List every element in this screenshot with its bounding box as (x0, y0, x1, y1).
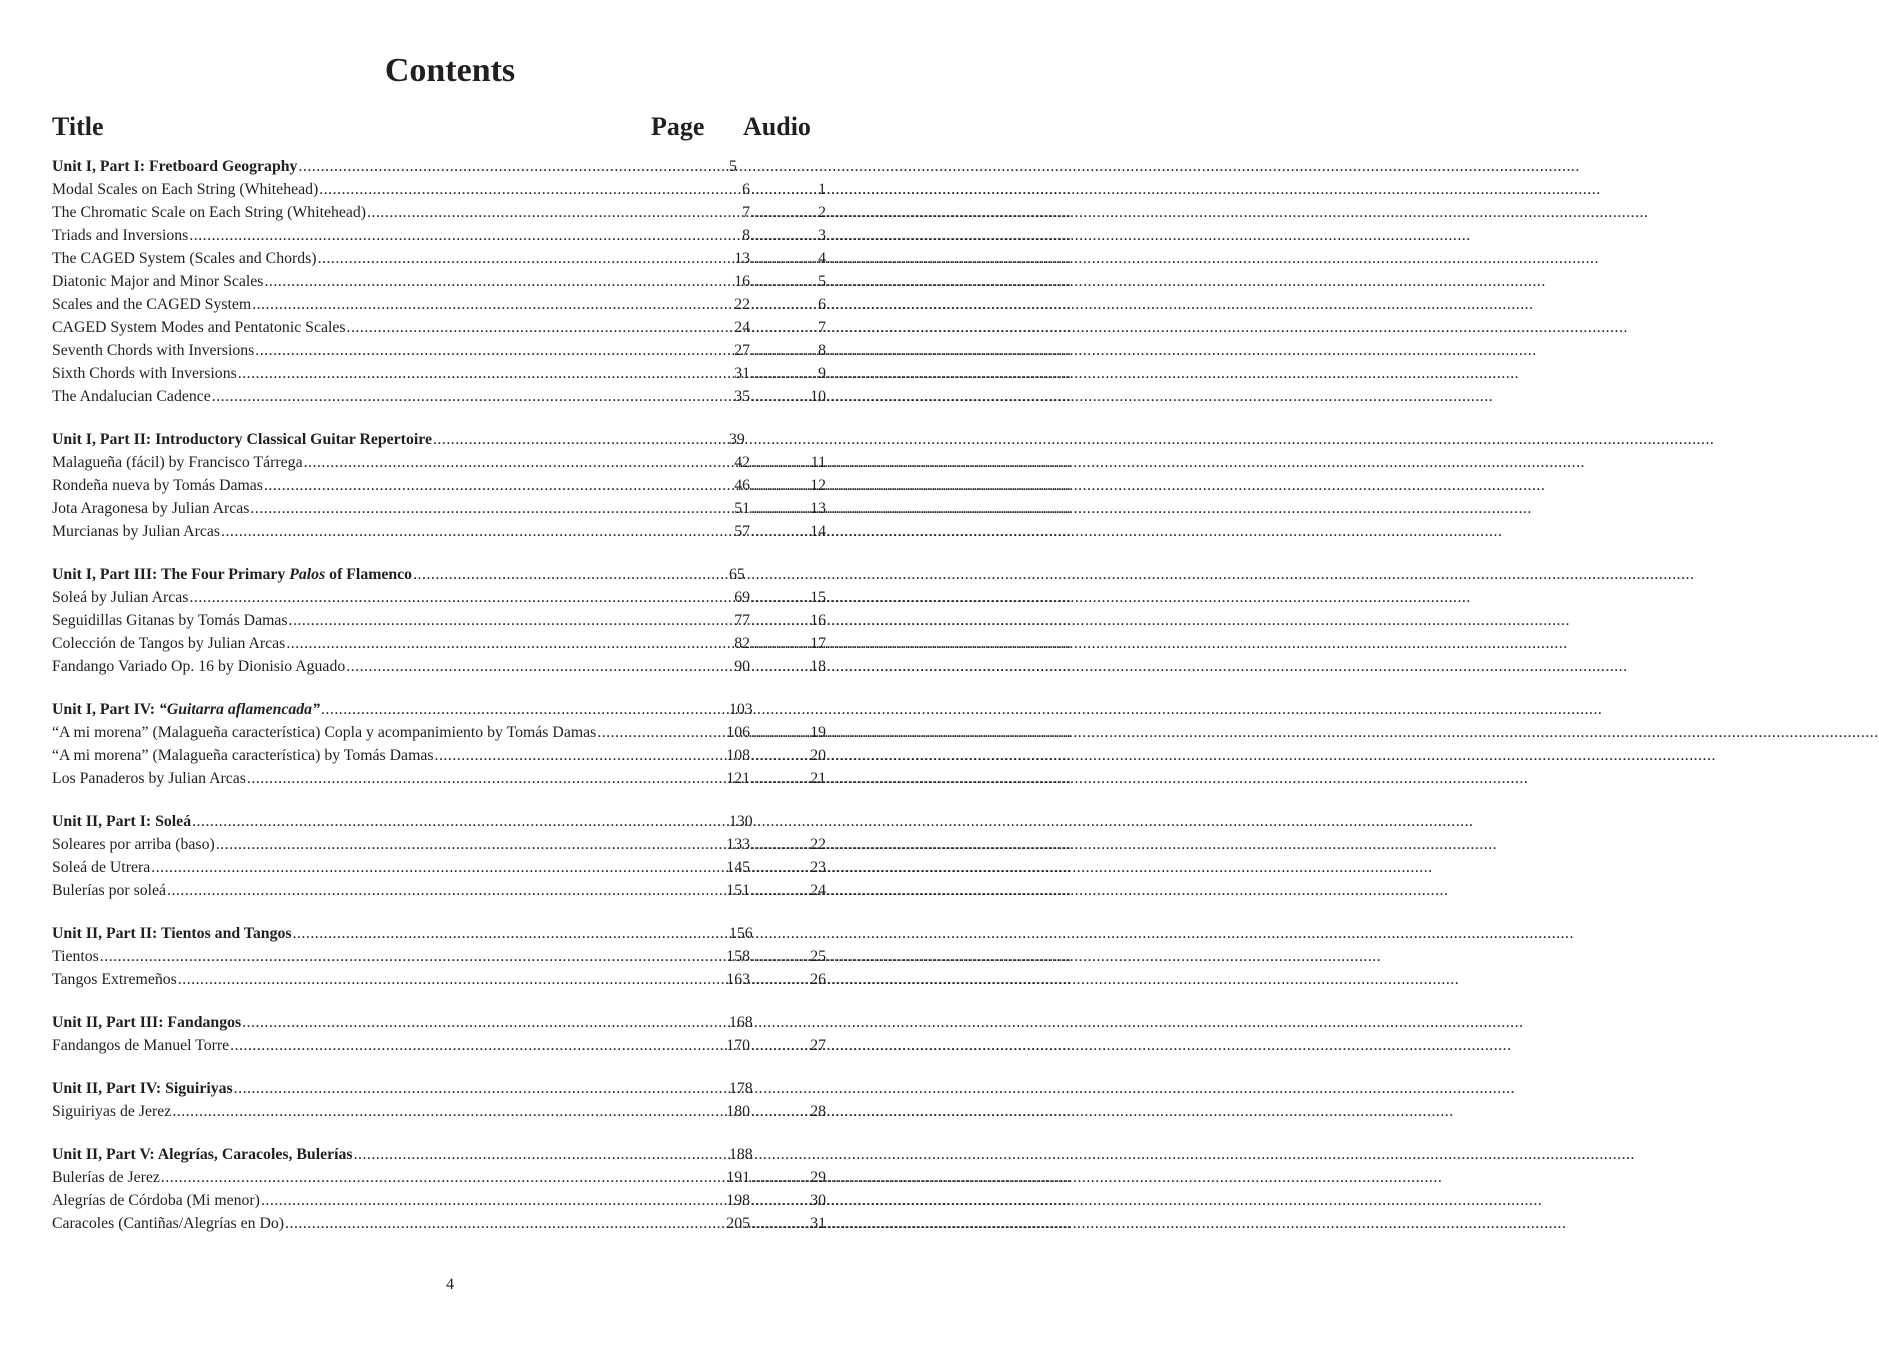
toc-entry (52, 293, 826, 316)
section-title-part: “Guitarra aflamencada” (158, 701, 320, 718)
dot-leader (289, 609, 734, 632)
entry-page-number: 205 (726, 1215, 750, 1232)
dot-leader (751, 767, 809, 790)
dot-leader (192, 810, 728, 833)
dot-leader (189, 586, 733, 609)
entry-audio-track: 17 (810, 635, 826, 652)
dot-leader (751, 945, 809, 968)
dot-leader (221, 520, 733, 543)
section-page-number: 130 (729, 813, 753, 830)
section-page-number: 39 (729, 431, 745, 448)
dot-leader (751, 1212, 809, 1235)
dot-leader (751, 497, 809, 520)
section-heading-row (52, 922, 826, 945)
page-column-header: Page (651, 112, 705, 141)
entry-title: Siguiriyas de Jerez (52, 1103, 172, 1120)
section-heading-row (52, 810, 826, 833)
toc-entry (52, 247, 826, 270)
table-of-contents (52, 155, 826, 1255)
entry-page-number: 51 (734, 500, 750, 517)
dot-leader (751, 721, 809, 744)
dot-leader (230, 1034, 725, 1057)
toc-entry (52, 945, 826, 968)
toc-entry (52, 474, 826, 497)
section-heading-row (52, 563, 826, 586)
toc-entry (52, 721, 826, 744)
entry-page-number: 191 (726, 1169, 750, 1186)
dot-leader (751, 316, 809, 339)
audio-column-header: Audio (743, 112, 811, 141)
toc-section (52, 1077, 826, 1123)
entry-audio-track: 2 (818, 204, 826, 221)
section-title-part: Palos (289, 566, 326, 583)
toc-entry (52, 1189, 826, 1212)
toc-section (52, 428, 826, 543)
entry-audio-track: 30 (810, 1192, 826, 1209)
entry-audio-track: 4 (818, 250, 826, 267)
dot-leader (751, 1189, 809, 1212)
entry-page-number: 35 (734, 388, 750, 405)
section-title (52, 428, 432, 451)
toc-entry (52, 1034, 826, 1057)
dot-leader (751, 879, 809, 902)
entry-title: Tientos (52, 948, 99, 965)
dot-leader (751, 201, 809, 224)
entry-title: Soleá de Utrera (52, 859, 151, 876)
entry-title: “A mi morena” (Malagueña característica) Copla y acompanimiento by Tomás Damas (52, 724, 597, 741)
entry-audio-track: 13 (810, 500, 826, 517)
section-page-number: 5 (729, 158, 737, 175)
entry-title: Alegrías de Córdoba (Mi menor) (52, 1192, 260, 1209)
entry-title: Diatonic Major and Minor Scales (52, 273, 264, 290)
entry-audio-track: 27 (810, 1037, 826, 1054)
entry-audio-track: 1 (818, 181, 826, 198)
dot-leader (321, 698, 728, 721)
section-title (52, 563, 412, 586)
dot-leader (252, 293, 733, 316)
toc-entry (52, 497, 826, 520)
dot-leader (751, 293, 809, 316)
dot-leader (285, 1212, 725, 1235)
entry-page-number: 46 (734, 477, 750, 494)
entry-audio-track: 25 (810, 948, 826, 965)
dot-leader (100, 945, 725, 968)
dot-leader (298, 155, 728, 178)
dot-leader (354, 1143, 728, 1166)
dot-leader (261, 1189, 725, 1212)
entry-audio-track: 15 (810, 589, 826, 606)
dot-leader (247, 767, 725, 790)
entry-audio-track: 28 (810, 1103, 826, 1120)
dot-leader (751, 247, 809, 270)
toc-entry (52, 385, 826, 408)
dot-leader (264, 270, 733, 293)
entry-page-number: 82 (734, 635, 750, 652)
dot-leader (250, 497, 733, 520)
entry-page-number: 180 (726, 1103, 750, 1120)
entry-audio-track: 8 (818, 342, 826, 359)
entry-audio-track: 5 (818, 273, 826, 290)
entry-title: Soleares por arriba (baso) (52, 836, 215, 853)
section-title-part: Unit II, Part II: Tientos and Tangos (52, 925, 292, 942)
dot-leader (234, 1077, 728, 1100)
section-title (52, 1011, 241, 1034)
toc-entry (52, 632, 826, 655)
entry-title: Los Panaderos by Julian Arcas (52, 770, 246, 787)
entry-page-number: 163 (726, 971, 750, 988)
toc-entry (52, 201, 826, 224)
section-page-number: 178 (729, 1080, 753, 1097)
section-title (52, 922, 292, 945)
toc-entry (52, 1212, 826, 1235)
toc-entry (52, 1100, 826, 1123)
entry-title: Seguidillas Gitanas by Tomás Damas (52, 612, 288, 629)
toc-section (52, 922, 826, 991)
entry-title: Caracoles (Cantiñas/Alegrías en Do) (52, 1215, 285, 1232)
entry-title: The Andalucian Cadence (52, 388, 211, 405)
toc-entry (52, 586, 826, 609)
toc-entry (52, 451, 826, 474)
section-page-number: 65 (729, 566, 745, 583)
section-title (52, 698, 320, 721)
section-page-number: 168 (729, 1014, 753, 1031)
dot-leader (212, 385, 733, 408)
toc-section (52, 698, 826, 790)
dot-leader (751, 270, 809, 293)
section-heading-row (52, 698, 826, 721)
dot-leader (347, 316, 734, 339)
dot-leader (318, 247, 734, 270)
entry-page-number: 90 (734, 658, 750, 675)
toc-entry (52, 362, 826, 385)
entry-page-number: 31 (734, 365, 750, 382)
page-number: 4 (446, 1276, 454, 1293)
dot-leader (751, 586, 809, 609)
entry-page-number: 69 (734, 589, 750, 606)
section-title-part: of Flamenco (325, 566, 413, 583)
entry-title: Jota Aragonesa by Julian Arcas (52, 500, 250, 517)
entry-title: Triads and Inversions (52, 227, 189, 244)
title-column-header: Title (52, 112, 104, 141)
entry-audio-track: 9 (818, 365, 826, 382)
entry-title: Sixth Chords with Inversions (52, 365, 237, 382)
entry-page-number: 158 (726, 948, 750, 965)
entry-audio-track: 16 (810, 612, 826, 629)
dot-leader (751, 339, 809, 362)
entry-page-number: 22 (734, 296, 750, 313)
entry-title: Murcianas by Julian Arcas (52, 523, 221, 540)
section-title-part: Unit II, Part I: Soleá (52, 813, 192, 830)
section-title-part: Unit II, Part IV: Siguiriyas (52, 1080, 233, 1097)
toc-entry (52, 339, 826, 362)
dot-leader (189, 224, 741, 247)
entry-title: Scales and the CAGED System (52, 296, 252, 313)
section-heading-row (52, 428, 826, 451)
dot-leader (161, 1166, 725, 1189)
entry-title: Tangos Extremeños (52, 971, 177, 988)
dot-leader (346, 655, 733, 678)
entry-title: Malagueña (fácil) by Francisco Tárrega (52, 454, 303, 471)
contents-page (0, 0, 900, 1350)
dot-leader (216, 833, 726, 856)
entry-title: CAGED System Modes and Pentatonic Scales (52, 319, 346, 336)
entry-page-number: 77 (734, 612, 750, 629)
section-heading-row (52, 1077, 826, 1100)
dot-leader (242, 1011, 728, 1034)
entry-audio-track: 7 (818, 319, 826, 336)
toc-entry (52, 178, 826, 201)
dot-leader (751, 224, 809, 247)
entry-audio-track: 31 (810, 1215, 826, 1232)
dot-leader (172, 1100, 725, 1123)
section-title-part: Unit I, Part IV: (52, 701, 159, 718)
dot-leader (751, 1166, 809, 1189)
dot-leader (178, 968, 725, 991)
dot-leader (751, 632, 809, 655)
entry-page-number: 8 (742, 227, 750, 244)
toc-entry (52, 609, 826, 632)
section-heading-row (52, 1143, 826, 1166)
dot-leader (293, 922, 728, 945)
entry-audio-track: 29 (810, 1169, 826, 1186)
entry-title: Bulerías por soleá (52, 882, 167, 899)
entry-audio-track: 6 (818, 296, 826, 313)
entry-page-number: 57 (734, 523, 750, 540)
entry-title: The CAGED System (Scales and Chords) (52, 250, 317, 267)
entry-page-number: 27 (734, 342, 750, 359)
dot-leader (433, 428, 728, 451)
dot-leader (597, 721, 725, 744)
entry-page-number: 145 (726, 859, 750, 876)
section-title (52, 810, 191, 833)
entry-page-number: 7 (742, 204, 750, 221)
entry-title: Bulerías de Jerez (52, 1169, 160, 1186)
entry-page-number: 151 (726, 882, 750, 899)
section-title-part: Unit I, Part III: The Four Primary (52, 566, 290, 583)
entry-title: Soleá by Julian Arcas (52, 589, 189, 606)
entry-audio-track: 10 (810, 388, 826, 405)
entry-title: “A mi morena” (Malagueña característica) by Tomás Damas (52, 747, 434, 764)
dot-leader (413, 563, 728, 586)
toc-entry (52, 968, 826, 991)
entry-title: Modal Scales on Each String (Whitehead) (52, 181, 319, 198)
toc-entry (52, 1166, 826, 1189)
dot-leader (751, 178, 809, 201)
entry-page-number: 6 (742, 181, 750, 198)
dot-leader (435, 744, 726, 767)
dot-leader (751, 833, 809, 856)
section-title (52, 1143, 353, 1166)
entry-page-number: 24 (734, 319, 750, 336)
toc-entry (52, 879, 826, 902)
entry-audio-track: 26 (810, 971, 826, 988)
section-page-number: 103 (729, 701, 753, 718)
entry-page-number: 42 (734, 454, 750, 471)
page-heading: Contents (384, 52, 516, 89)
entry-audio-track: 21 (810, 770, 826, 787)
dot-leader (319, 178, 741, 201)
entry-title: The Chromatic Scale on Each String (Whitehead) (52, 204, 367, 221)
entry-audio-track: 11 (810, 454, 826, 471)
entry-page-number: 108 (726, 747, 750, 764)
toc-entry (52, 224, 826, 247)
entry-audio-track: 18 (810, 658, 826, 675)
toc-section (52, 155, 826, 408)
dot-leader (751, 968, 809, 991)
toc-entry (52, 856, 826, 879)
dot-leader (751, 655, 809, 678)
dot-leader (751, 744, 809, 767)
dot-leader (751, 520, 809, 543)
section-title (52, 155, 297, 178)
dot-leader (264, 474, 733, 497)
dot-leader (751, 856, 809, 879)
toc-entry (52, 744, 826, 767)
entry-page-number: 16 (734, 273, 750, 290)
entry-page-number: 133 (726, 836, 750, 853)
toc-entry (52, 655, 826, 678)
dot-leader (751, 609, 809, 632)
section-page-number: 188 (729, 1146, 753, 1163)
dot-leader (751, 362, 809, 385)
section-title-part: Unit II, Part III: Fandangos (52, 1014, 242, 1031)
toc-section (52, 1143, 826, 1235)
toc-section (52, 563, 826, 678)
toc-entry (52, 520, 826, 543)
toc-section (52, 1011, 826, 1057)
entry-page-number: 170 (726, 1037, 750, 1054)
dot-leader (238, 362, 733, 385)
dot-leader (751, 385, 809, 408)
section-title-part: Unit II, Part V: Alegrías, Caracoles, Bulerías (52, 1146, 353, 1163)
entry-audio-track: 20 (810, 747, 826, 764)
entry-title: Seventh Chords with Inversions (52, 342, 255, 359)
entry-audio-track: 23 (810, 859, 826, 876)
toc-entry (52, 316, 826, 339)
entry-page-number: 13 (734, 250, 750, 267)
toc-entry (52, 833, 826, 856)
entry-audio-track: 22 (810, 836, 826, 853)
dot-leader (751, 1100, 809, 1123)
dot-leader (167, 879, 725, 902)
entry-audio-track: 3 (818, 227, 826, 244)
dot-leader (286, 632, 733, 655)
dot-leader (255, 339, 733, 362)
entry-page-number: 198 (726, 1192, 750, 1209)
entry-audio-track: 12 (810, 477, 826, 494)
dot-leader (751, 474, 809, 497)
entry-audio-track: 14 (810, 523, 826, 540)
entry-title: Fandango Variado Op. 16 by Dionisio Aguado (52, 658, 346, 675)
dot-leader (304, 451, 734, 474)
section-heading-row (52, 1011, 826, 1034)
dot-leader (151, 856, 725, 879)
toc-entry (52, 767, 826, 790)
section-heading-row (52, 155, 826, 178)
entry-title: Colección de Tangos by Julian Arcas (52, 635, 286, 652)
section-title-part: Unit I, Part II: Introductory Classical Guitar Repertoire (52, 431, 432, 448)
entry-audio-track: 19 (810, 724, 826, 741)
section-page-number: 156 (729, 925, 753, 942)
entry-audio-track: 24 (810, 882, 826, 899)
dot-leader (751, 451, 809, 474)
entry-title: Rondeña nueva by Tomás Damas (52, 477, 263, 494)
section-title-part: Unit I, Part I: Fretboard Geography (52, 158, 298, 175)
toc-entry (52, 270, 826, 293)
toc-section (52, 810, 826, 902)
entry-page-number: 121 (726, 770, 750, 787)
entry-title: Fandangos de Manuel Torre (52, 1037, 230, 1054)
dot-leader (367, 201, 741, 224)
section-title (52, 1077, 233, 1100)
entry-page-number: 106 (726, 724, 750, 741)
dot-leader (751, 1034, 809, 1057)
